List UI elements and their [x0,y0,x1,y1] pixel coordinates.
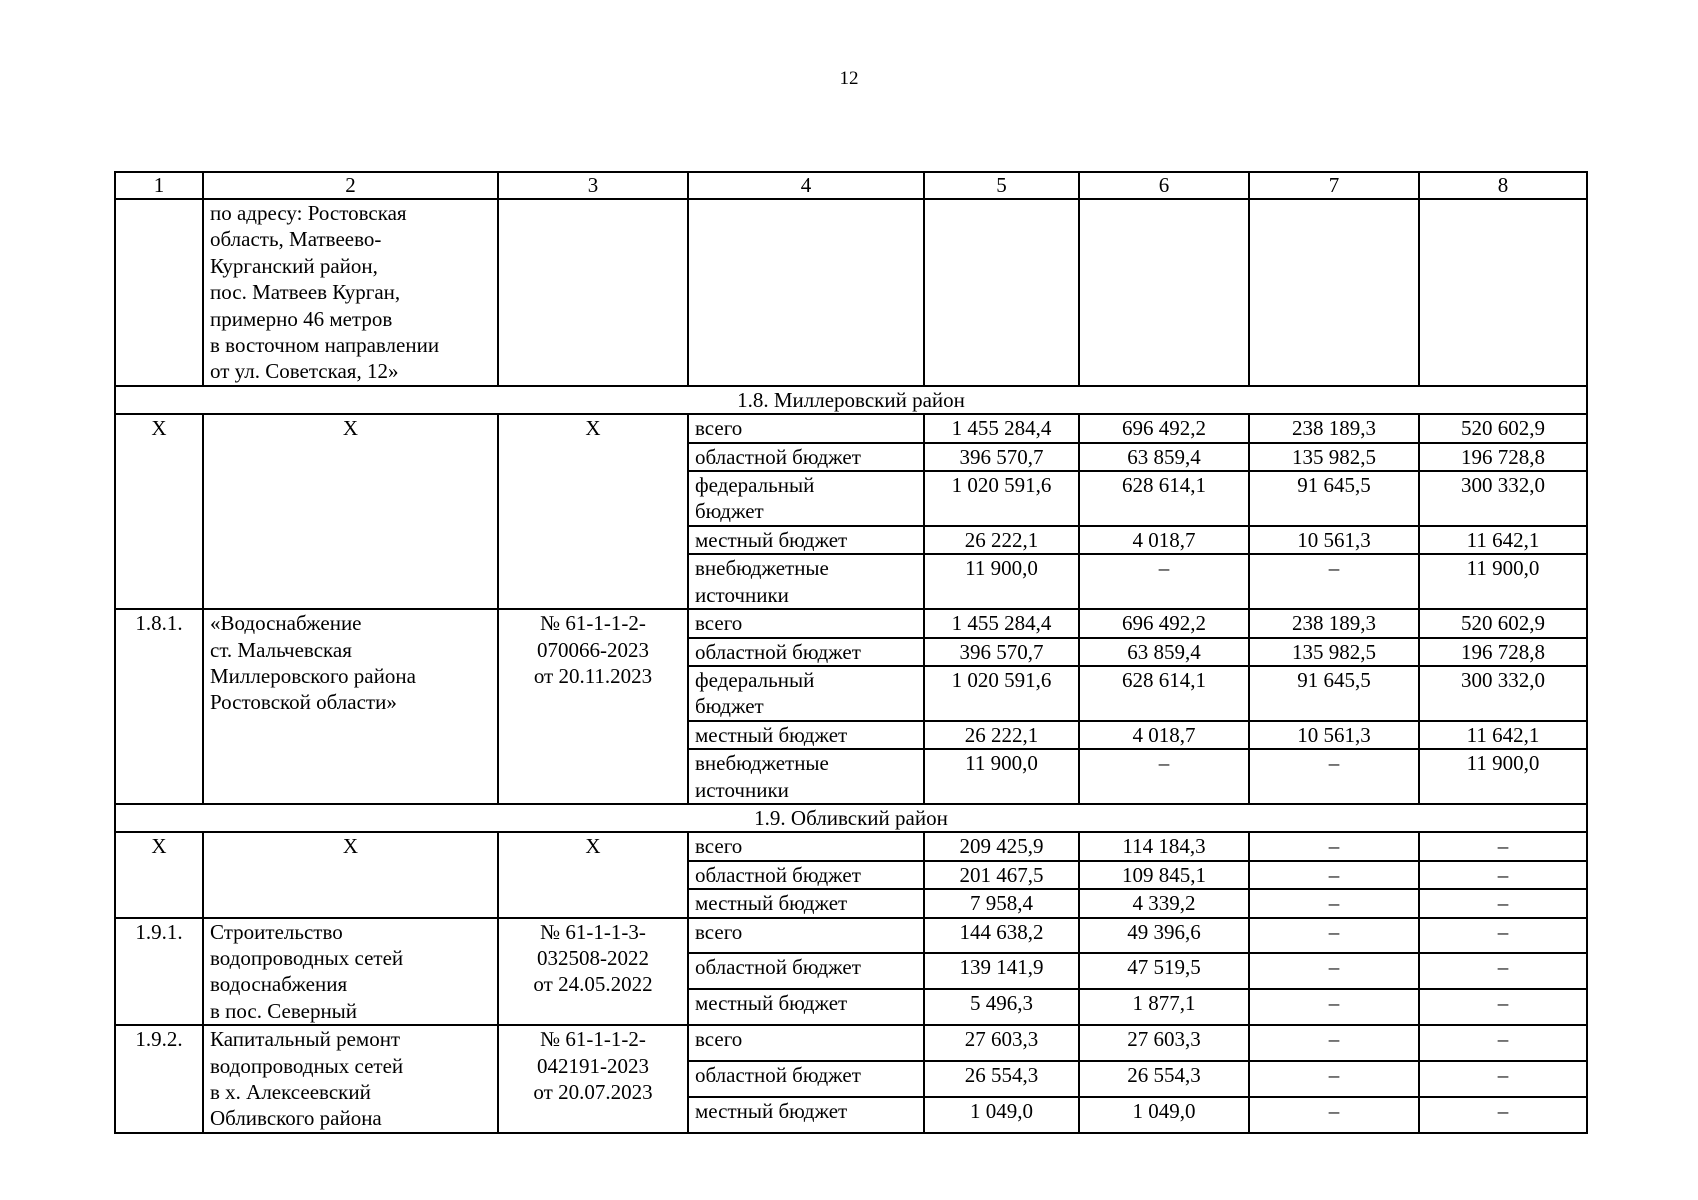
value-cell: 91 645,5 [1249,471,1419,526]
value-cell: 300 332,0 [1419,471,1587,526]
value-cell: 109 845,1 [1079,861,1249,889]
section-total-row [115,414,1587,442]
column-number: 1 [115,172,203,199]
funding-source-cell: областной бюджет [688,638,924,666]
value-cell: 4 018,7 [1079,721,1249,749]
value-cell: 196 728,8 [1419,638,1587,666]
value-cell: 63 859,4 [1079,638,1249,666]
continuation-row [115,199,1587,386]
value-cell [924,199,1079,386]
value-cell: – [1419,953,1587,989]
financing-table [114,171,1588,1134]
value-cell: – [1249,1061,1419,1097]
funding-source-cell: местный бюджет [688,989,924,1025]
value-cell: 144 638,2 [924,918,1079,954]
value-cell: – [1419,889,1587,917]
value-cell: 7 958,4 [924,889,1079,917]
funding-source-cell: федеральный бюджет [688,666,924,721]
value-cell [1419,199,1587,386]
column-number: 5 [924,172,1079,199]
column-number: 7 [1249,172,1419,199]
value-cell: 11 642,1 [1419,526,1587,554]
object-name-cell: Х [203,832,498,917]
value-cell: – [1249,1025,1419,1061]
value-cell: 238 189,3 [1249,414,1419,442]
funding-source-cell: местный бюджет [688,1097,924,1133]
funding-source-cell: областной бюджет [688,443,924,471]
column-number: 4 [688,172,924,199]
value-cell: – [1419,832,1587,860]
item-number-cell: 1.9.2. [115,1025,203,1133]
funding-source-cell: внебюджетные источники [688,554,924,609]
value-cell: 26 222,1 [924,721,1079,749]
expertise-cell: № 61-1-1-2- 070066-2023 от 20.11.2023 [498,609,688,804]
value-cell: 11 642,1 [1419,721,1587,749]
page-number: 12 [839,68,859,89]
object-name-cell: Х [203,414,498,609]
funding-source-cell: местный бюджет [688,721,924,749]
value-cell: 201 467,5 [924,861,1079,889]
value-cell: – [1419,861,1587,889]
section-header-row [115,386,1587,414]
value-cell: 27 603,3 [1079,1025,1249,1061]
value-cell: 63 859,4 [1079,443,1249,471]
value-cell: 1 455 284,4 [924,609,1079,637]
value-cell: 396 570,7 [924,638,1079,666]
column-number: 3 [498,172,688,199]
value-cell: 1 049,0 [924,1097,1079,1133]
funding-source-cell: областной бюджет [688,1061,924,1097]
value-cell: 628 614,1 [1079,471,1249,526]
column-number: 8 [1419,172,1587,199]
value-cell: 1 049,0 [1079,1097,1249,1133]
value-cell: 135 982,5 [1249,443,1419,471]
value-cell: 49 396,6 [1079,918,1249,954]
value-cell [1249,199,1419,386]
value-cell: 26 222,1 [924,526,1079,554]
item-number-cell: 1.9.1. [115,918,203,1026]
value-cell: 11 900,0 [924,554,1079,609]
value-cell: 209 425,9 [924,832,1079,860]
expertise-cell: Х [498,414,688,609]
funding-source-cell: местный бюджет [688,526,924,554]
funding-source-cell: всего [688,832,924,860]
value-cell: – [1249,953,1419,989]
expertise-cell: № 61-1-1-3- 032508-2022 от 24.05.2022 [498,918,688,1026]
value-cell: 396 570,7 [924,443,1079,471]
value-cell: 1 020 591,6 [924,471,1079,526]
value-cell: 114 184,3 [1079,832,1249,860]
item-number-cell: Х [115,414,203,609]
funding-source-cell: всего [688,1025,924,1061]
funding-source-cell: местный бюджет [688,889,924,917]
item-row [115,1025,1587,1061]
value-cell: 4 339,2 [1079,889,1249,917]
funding-source-cell: областной бюджет [688,861,924,889]
table-body [115,172,1587,1133]
value-cell: 628 614,1 [1079,666,1249,721]
item-number-cell: Х [115,832,203,917]
value-cell: – [1079,749,1249,804]
value-cell: – [1249,889,1419,917]
value-cell: 696 492,2 [1079,609,1249,637]
value-cell: – [1419,1025,1587,1061]
object-name-cell: «Водоснабжение ст. Мальчевская Миллеровского района Ростовской области» [203,609,498,804]
funding-source-cell: всего [688,414,924,442]
funding-source-cell: федеральный бюджет [688,471,924,526]
value-cell: – [1419,918,1587,954]
value-cell: – [1249,989,1419,1025]
funding-source-cell: областной бюджет [688,953,924,989]
value-cell [1079,199,1249,386]
item-row [115,918,1587,954]
value-cell: – [1249,861,1419,889]
column-number-row [115,172,1587,199]
value-cell: 26 554,3 [1079,1061,1249,1097]
item-number-cell: 1.8.1. [115,609,203,804]
value-cell: 26 554,3 [924,1061,1079,1097]
value-cell: 11 900,0 [1419,554,1587,609]
value-cell: 11 900,0 [924,749,1079,804]
value-cell: – [1249,918,1419,954]
value-cell: 10 561,3 [1249,526,1419,554]
value-cell: 238 189,3 [1249,609,1419,637]
value-cell: 27 603,3 [924,1025,1079,1061]
value-cell: 520 602,9 [1419,609,1587,637]
value-cell: 300 332,0 [1419,666,1587,721]
expertise-cell [498,199,688,386]
value-cell: – [1249,554,1419,609]
funding-source-cell [688,199,924,386]
value-cell: 11 900,0 [1419,749,1587,804]
object-name-cell: Строительство водопроводных сетей водоснабжения в пос. Северный [203,918,498,1026]
value-cell: 1 455 284,4 [924,414,1079,442]
value-cell: 47 519,5 [1079,953,1249,989]
value-cell: 696 492,2 [1079,414,1249,442]
value-cell: 10 561,3 [1249,721,1419,749]
expertise-cell: Х [498,832,688,917]
item-number-cell [115,199,203,386]
section-header-row [115,804,1587,832]
section-title: 1.9. Обливский район [115,804,1587,832]
value-cell: – [1419,989,1587,1025]
column-number: 6 [1079,172,1249,199]
funding-source-cell: всего [688,918,924,954]
funding-source-cell: внебюджетные источники [688,749,924,804]
value-cell: 4 018,7 [1079,526,1249,554]
value-cell: 196 728,8 [1419,443,1587,471]
value-cell: 520 602,9 [1419,414,1587,442]
object-name-cell: Капитальный ремонт водопроводных сетей в х. Алексеевский Обливского района [203,1025,498,1133]
expertise-cell: № 61-1-1-2- 042191-2023 от 20.07.2023 [498,1025,688,1133]
value-cell: 5 496,3 [924,989,1079,1025]
object-name-cell: по адресу: Ростовская область, Матвеево- Курганский район, пос. Матвеев Курган, примерно 46 метров в восточном направлении от ул. Советская, 12» [203,199,498,386]
value-cell: – [1079,554,1249,609]
value-cell: – [1249,832,1419,860]
value-cell: – [1249,1097,1419,1133]
value-cell: – [1419,1097,1587,1133]
section-title: 1.8. Миллеровский район [115,386,1587,414]
funding-source-cell: всего [688,609,924,637]
value-cell: 139 141,9 [924,953,1079,989]
value-cell: 91 645,5 [1249,666,1419,721]
value-cell: 1 877,1 [1079,989,1249,1025]
value-cell: – [1419,1061,1587,1097]
value-cell: 135 982,5 [1249,638,1419,666]
section-total-row [115,832,1587,860]
column-number: 2 [203,172,498,199]
item-row [115,609,1587,637]
value-cell: 1 020 591,6 [924,666,1079,721]
value-cell: – [1249,749,1419,804]
